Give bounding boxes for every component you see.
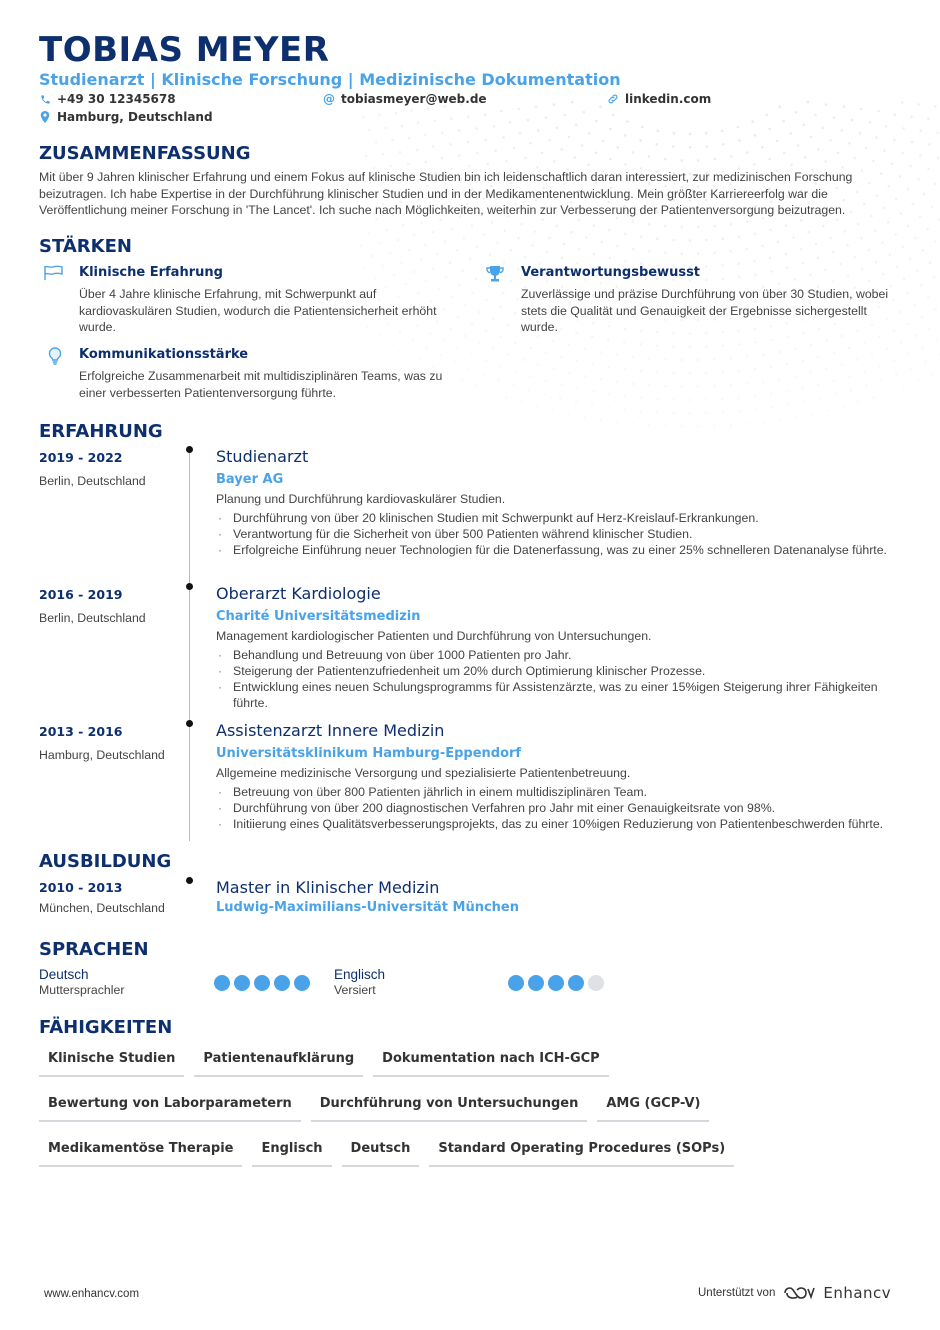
rating-dot-filled (548, 975, 564, 991)
enhancv-logo-icon (783, 1285, 815, 1301)
skill-tag: Bewertung von Laborparametern (39, 1089, 301, 1122)
education-degree: Master in Klinischer Medizin (216, 878, 440, 897)
rating-dot-filled (274, 975, 290, 991)
skill-tag: Klinische Studien (39, 1044, 184, 1077)
trophy-icon (485, 265, 505, 283)
skill-tag: Patientenaufklärung (194, 1044, 363, 1077)
job-location: Berlin, Deutschland (39, 611, 146, 625)
skill-tag: Durchführung von Untersuchungen (311, 1089, 588, 1122)
strength-item (79, 265, 464, 336)
skills-list (39, 1044, 869, 1179)
language-name: Deutsch (39, 967, 89, 982)
strength-text: Zuverlässige und präzise Durchführung von über 30 Studien, wobei stets die Qualität und Genauigkeit der Ergebnisse sichergestellt wurde. (521, 287, 889, 334)
footer-website-link[interactable]: www.enhancv.com (44, 1288, 140, 1300)
rating-dot-filled (508, 975, 524, 991)
summary-text: Mit über 9 Jahren klinischer Erfahrung und einem Fokus auf klinische Studien bin ich leidenschaftlich daran interessiert, zur medizinischen Forschung beizutragen. Ich habe Expertise in der Durchführung klinischer Studien und in der Medikamentenentwicklung. Mein größter Karriereerfolg war die Veröffentlichung meiner Forschung in 'The Lancet'. Ich suche nach Möglichkeiten, weiterhin zur Verbesserung der Patientenversorgung beizutragen. (39, 170, 853, 217)
job-location: Hamburg, Deutschland (39, 748, 165, 762)
map-pin-icon (39, 111, 51, 123)
strength-text: Über 4 Jahre klinische Erfahrung, mit Schwerpunkt auf kardiovaskulären Studien, wodurch die Patientensicherheit erhöht wurde. (79, 287, 437, 334)
strength-item (79, 347, 464, 401)
job-company: Universitätsklinikum Hamburg-Eppendorf (216, 746, 522, 761)
strength-title: Verantwortungsbewusst (521, 265, 701, 280)
education-school: Ludwig-Maximilians-Universität München (216, 900, 520, 915)
job-dates: 2019 - 2022 (39, 450, 123, 465)
candidate-headline: Studienarzt | Klinische Forschung | Medizinische Dokumentation (39, 70, 621, 89)
timeline-dot (186, 583, 193, 590)
timeline-dot (186, 446, 193, 453)
job-description: Planung und Durchführung kardiovaskulärer Studien. (216, 492, 506, 506)
job-bullets (216, 784, 906, 832)
skill-tag: AMG (GCP-V) (597, 1089, 709, 1122)
list-item: · Entwicklung eines neuen Schulungsprogramms für Assistenzärzte, was zu einer 15%igen Steigerung ihrer Fähigkeiten führte. (216, 679, 906, 711)
education-dates: 2010 - 2013 (39, 880, 123, 895)
list-item: · Steigerung der Patientenzufriedenheit um 20% durch Optimierung klinischer Prozesse. (216, 663, 906, 679)
language-level: Muttersprachler (39, 983, 125, 997)
contact-linkedin[interactable] (607, 92, 711, 106)
list-item: · Betreuung von über 800 Patienten jährlich in einem multidisziplinären Team. (216, 784, 906, 800)
job-dates: 2016 - 2019 (39, 587, 123, 602)
lightbulb-icon (48, 347, 68, 365)
language-rating (214, 975, 310, 991)
education-heading: AUSBILDUNG (39, 851, 172, 872)
contact-phone[interactable] (39, 92, 176, 106)
strengths-heading: STÄRKEN (39, 236, 132, 257)
experience-heading: ERFAHRUNG (39, 421, 163, 442)
rating-dot-filled (254, 975, 270, 991)
list-item: · Durchführung von über 20 klinischen Studien mit Schwerpunkt auf Herz-Kreislauf-Erkrankungen. (216, 510, 906, 526)
language-rating (508, 975, 604, 991)
job-description: Allgemeine medizinische Versorgung und spezialisierte Patientenbetreuung. (216, 766, 631, 780)
rating-dot-filled (214, 975, 230, 991)
contact-email[interactable] (323, 92, 487, 106)
strength-title: Kommunikationsstärke (79, 347, 249, 362)
rating-dot-empty (588, 975, 604, 991)
phone-icon (39, 94, 51, 105)
skill-tag: Deutsch (342, 1134, 420, 1167)
summary-heading: ZUSAMMENFASSUNG (39, 143, 251, 164)
powered-by-text: Unterstützt von (698, 1287, 776, 1299)
rating-dot-filled (234, 975, 250, 991)
list-item: · Durchführung von über 200 diagnostischen Verfahren pro Jahr mit einer Genauigkeitsrate von 98%. (216, 800, 906, 816)
strength-item (521, 265, 906, 336)
job-company: Bayer AG (216, 472, 284, 487)
list-item: · Verantwortung für die Sicherheit von über 500 Patienten während klinischer Studien. (216, 526, 906, 542)
location-text: Hamburg, Deutschland (57, 110, 213, 124)
linkedin-text: linkedin.com (625, 92, 712, 106)
list-item: · Initiierung eines Qualitätsverbesserungsprojekts, das zu einer 10%igen Reduzierung von Patientenbeschwerden führte. (216, 816, 906, 832)
timeline-dot (186, 877, 193, 884)
link-icon (607, 93, 619, 105)
language-name: Englisch (334, 967, 386, 982)
strength-title: Klinische Erfahrung (79, 265, 223, 280)
skill-tag: Dokumentation nach ICH-GCP (373, 1044, 609, 1077)
skill-tag: Medikamentöse Therapie (39, 1134, 242, 1167)
job-description: Management kardiologischer Patienten und Durchführung von Untersuchungen. (216, 629, 652, 643)
footer-branding (698, 1284, 891, 1302)
job-bullets (216, 647, 906, 711)
experience-timeline-line (189, 449, 190, 841)
phone-text: +49 30 12345678 (57, 92, 176, 106)
job-dates: 2013 - 2016 (39, 724, 123, 739)
job-location: Berlin, Deutschland (39, 474, 146, 488)
timeline-dot (186, 720, 193, 727)
job-title: Studienarzt (216, 447, 309, 466)
rating-dot-filled (528, 975, 544, 991)
rating-dot-filled (568, 975, 584, 991)
at-icon: @ (323, 92, 335, 106)
candidate-name: TOBIAS MEYER (39, 30, 330, 70)
skill-tag: Englisch (252, 1134, 331, 1167)
list-item: · Behandlung und Betreuung von über 1000 Patienten pro Jahr. (216, 647, 906, 663)
contact-location (39, 110, 213, 124)
job-title: Oberarzt Kardiologie (216, 584, 381, 603)
flag-icon (43, 265, 63, 283)
education-location: München, Deutschland (39, 901, 165, 915)
language-level: Versiert (334, 983, 376, 997)
skill-tag: Standard Operating Procedures (SOPs) (429, 1134, 734, 1167)
languages-heading: SPRACHEN (39, 939, 149, 960)
skills-heading: FÄHIGKEITEN (39, 1017, 173, 1038)
job-title: Assistenzarzt Innere Medizin (216, 721, 445, 740)
job-company: Charité Universitätsmedizin (216, 609, 421, 624)
email-text: tobiasmeyer@web.de (341, 92, 487, 106)
strength-text: Erfolgreiche Zusammenarbeit mit multidisziplinären Teams, was zu einer verbesserten Patientenversorgung führte. (79, 369, 443, 400)
brand-name: Enhancv (823, 1284, 892, 1302)
job-bullets (216, 510, 906, 558)
rating-dot-filled (294, 975, 310, 991)
list-item: · Erfolgreiche Einführung neuer Technologien für die Datenerfassung, was zu einer 25% schnelleren Datenanalyse führte. (216, 542, 906, 558)
